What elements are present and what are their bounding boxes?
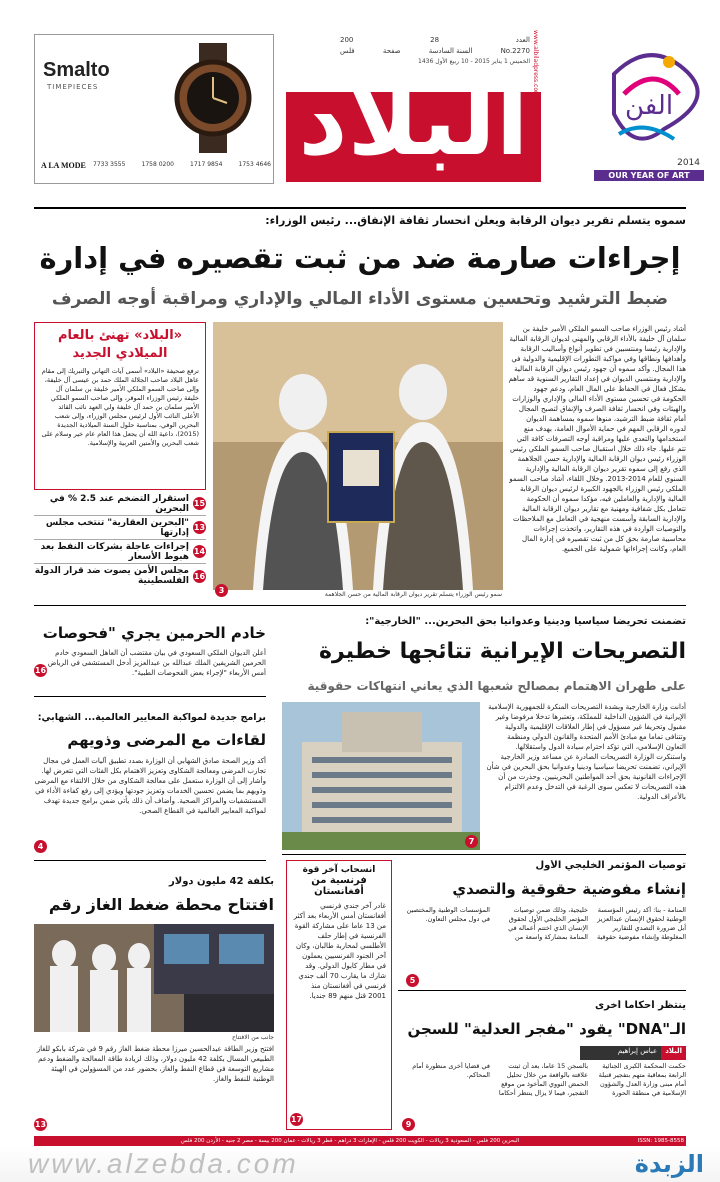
footer-logo: الزبدة — [634, 1150, 704, 1178]
complaints-kicker: برامج جديدة لمواكبة المعايير العالمية... الشهابي: — [37, 712, 266, 723]
afghan-body: غادر آخر جندي فرنسي أفغانستان أمس الأربعاء بعد أكثر من 13 عاما على مشاركة القوة الفرنسية في إطار حلف الأطلسي لمحاربة طالبان، وكان آخر الجنود الفرنسيين يعملون في مطار كابول الدولي. وقد شارك ما يقارب 70 ألف جندي فرنسي في أفغانستان منذ 2001 قتل منهم 89 جنديا. — [293, 902, 386, 1000]
brief-item[interactable] — [34, 516, 206, 540]
dna-body: حكمت المحكمة الكبرى الجنائية الرابعة بمعاقبة متهم بتفجير قنبلة أمام مبنى وزارة العدل والشؤون الإسلامية في منطقة الحورة بالسجن 15 عاما، بعد أن ثبتت علاقته بالواقعة من خلال تحليل الحمض النووي المأخوذ من موقع التفجير، فيما لا يزال ينتظر أحكاما في قضايا أخرى منظورة أمام المحاكم. — [412, 1062, 686, 1097]
dna-page: 9 — [402, 1118, 415, 1131]
gcc-page: 5 — [406, 974, 419, 987]
watch-ad[interactable] — [34, 34, 274, 184]
brief-item[interactable] — [34, 564, 206, 588]
dna-headline: الـ"DNA" يقود "مفجر العدلية" للسجن — [407, 1020, 686, 1038]
ad-sub: TIMEPIECES — [47, 83, 99, 91]
watch-icon — [163, 43, 263, 153]
lead-body: أشاد رئيس الوزراء صاحب السمو الملكي الأمير خليفة بن سلمان آل خليفة بالأداء الرقابي والمهني لديوان الرقابة المالية والإدارية رئيسا ومنتسبين في تطوير أنواع وأساليب الرقابة وأهدافها ونطاقها وفي مواكبة التطورات الإقليمية والدولية في هذا المجال. وأكد سموه أن جهود رئيس ديوان الرقابة المالية والإدارية ومنتسبي الديوان في إعداد التقارير السنوية قد ساهم بشكل فعال في الحفاظ على المال العام، ودعم جهود الحكومة في تحسين مستوى الأداء المالي والإداري والوزارات والهيئات وفي انحسار ثقافة الصرف والإنفاق لتصبح المجال أمام ثقافة ضبط الترشيد، منوها سموه بمساهمة الديوان لدوره الرقابي المهم في حماية الأموال العامة، بهدف منع استخدامها والتعدي عليها ومراقبة أوجه التصرفات كافة التي تتم عليها. جاء ذلك خلال استقبال صاحب السمو الملكي رئيس الوزراء رئيس ديوان الرقابة المالية والإدارية حسن الجلاهمة الذي رفع إلى سموه تقرير ديوان الرقابة المالية والإدارية السنوي للعام 2014-2013. وخلال اللقاء، أشاد صاحب السمو الملكي رئيس الوزراء بالجهود الكبيرة لرئيس ديوان الرقابة المالية والإدارية والعاملين فيه، مؤكدا سموه أن الحكومة تتعامل بكل شفافية ومهنية مع تقارير ديوان الرقابة المالية والإدارية السابقة وأسست منهجية في التعامل مع الملاحظات والتوصيات الواردة في هذه التقارير، واتخذت إجراءات محاسبية صارمة بحق كل من ثبت تقصيره في إدارة المال العام، وكانت إجراءاتها شمولية على الجميع. — [508, 325, 686, 553]
brief-page: 15 — [193, 499, 206, 508]
lead-headline: إجراءات صارمة ضد من ثبت تقصيره في إدارة — [39, 241, 681, 275]
greeting-title: «البلاد» تهنئ بالعام الميلادي الجديد — [57, 328, 183, 361]
price-number: 200 — [340, 36, 354, 44]
lead-caption: سمو رئيس الوزراء يتسلم تقرير ديوان الرقابة المالية من حسن الجلاهمة — [324, 591, 502, 598]
afghan-box — [286, 860, 392, 1130]
complaints-headline: لقاءات مع المرضى وذويهم — [67, 731, 266, 749]
brief-text: إجراءات عاجلة بشركات النفط بعد هبوط الأسعار — [40, 541, 189, 562]
dna-kicker: ينتظر أحكاما أخرى — [594, 1000, 686, 1011]
gcc-headline: إنشاء مفوضية حقوقية والتصدي — [452, 880, 686, 898]
afghan-headline: فرنسية من أفغانستان — [311, 875, 367, 897]
year-banner: OUR YEAR OF ART — [594, 170, 704, 181]
gas-body: افتتح وزير الطاقة عبدالحسين ميرزا محطة ضغط الغاز رقم 9 في شركة بابكو للغاز الطبيعي المسال بكلفة 42 مليون دولار، وذلك لزيادة طاقة المعالجة والضغط ودعم مشاريع التوسعة في قطاع النفط والغاز، بحضور عدد من المسؤولين في الهيئة الوطنية للنفط والغاز. — [36, 1045, 274, 1083]
ad-phone-2: 1717 9854 — [190, 161, 223, 168]
gas-photo-graphic — [34, 924, 274, 1032]
lead-page-ref: 3 — [215, 584, 228, 597]
complaints-body: أكد وزير الصحة صادق الشهابي أن الوزارة بصدد تطبيق آليات العمل في مجال تجارب المرضى ومعالجة الشكاوى وتعزيز الاهتمام بكل الفئات التي تتعرض لها. وأشار إلى أن الوزارة ستعمل على معالجة الشكاوى من خلال الالتقاء مع المرضى وذويهم بما يضمن تحسين الخدمات وتعزيز جودتها ويؤدي إلى رفع كفاءة الأداء في المستشفيات والمراكز الصحية. وأضاف أن ذلك يأتي ضمن برامج جديدة تهدف لمواكبة المعايير العالمية في القطاع الصحي. — [34, 757, 266, 815]
briefs-list — [34, 492, 206, 594]
haramain-page: 16 — [34, 666, 47, 675]
ministry-photo — [282, 702, 480, 850]
ad-phone-4: 7733 3555 — [93, 161, 126, 168]
lead-photo-graphic — [213, 322, 503, 590]
dna-byline — [580, 1046, 686, 1060]
footer-site[interactable]: www.alzebda.com — [28, 1148, 299, 1179]
gulf-headline: التصريحات الإيرانية تتائجها خطيرة — [319, 639, 686, 664]
masthead-logo-text: البلاد — [298, 65, 529, 177]
footer-issn: ISSN: 1985-8558 — [637, 1138, 684, 1144]
art-logo-graphic — [594, 34, 704, 164]
pages-label: صفحة — [382, 47, 401, 55]
art-year-logo — [594, 34, 704, 184]
gulf-subhead: على طهران الاهتمام بمصالح شعبها الذي يعاني انتهاكات حقوقية — [307, 679, 686, 693]
greeting-box — [34, 322, 206, 490]
complaints-page: 4 — [34, 840, 47, 853]
gulf-kicker: تضمنت تحريضا سياسيا ودينيا وعدوانيا بحق البحرين... "الخارجية": — [365, 616, 686, 627]
issue-label: العدد — [515, 36, 530, 44]
brief-text: مجلس الأمن يصوت ضد قرار الدولة الفلسطينية — [34, 566, 189, 586]
lead-subhead: ضبط الترشيد وتحسين مستوى الأداء المالي والإداري ومراقبة أوجه الصرف — [51, 289, 669, 309]
art-logo-text: الفن — [624, 91, 674, 121]
greeting-body: ترفع صحيفة «البلاد» أسمى آيات التهاني والتبريك إلى مقام عاهل البلاد صاحب الجلالة الملك حمد بن عيسى آل خليفة، وإلى صاحب السمو الملكي الأمير خليفة بن سلمان آل خليفة رئيس الوزراء الموقر، وإلى صاحب السمو الملكي الأمير سلمان بن حمد آل خليفة ولي العهد نائب القائد الأعلى النائب الأول لرئيس مجلس الوزراء، وإلى شعب البحرين الوفي، بمناسبة حلول السنة الميلادية الجديدة (2015)، داعية الله أن يجعل هذا العام عام خير وسلام على شعب البحرين والأمتين العربية والإسلامية. — [41, 367, 199, 447]
gas-page: 13 — [34, 1120, 47, 1129]
brief-text: "البحرين العقارية" تنتخب مجلس إدارتها — [45, 517, 189, 538]
haramain-body: أعلن الديوان الملكي السعودي في بيان مقتضب أن العاهل السعودي خادم الحرمين الشريفين الملك عبدالله بن عبدالعزيز أدخل المستشفى في الرياض أمس الأربعاء "لإجراء بعض الفحوصات الطبية". — [47, 649, 266, 677]
lead-kicker: سموه يتسلم تقرير ديوان الرقابة ويعلن انحسار ثقافة الإنفاق... رئيس الوزراء: — [265, 214, 686, 227]
ad-phone-1: 1753 4646 — [238, 161, 271, 168]
gulf-page: 7 — [465, 835, 478, 848]
issue-info — [340, 36, 530, 76]
brief-page: 14 — [193, 547, 206, 556]
haramain-headline: خادم الحرمين يجري "فحوصات — [42, 624, 266, 642]
dna-label: البلاد — [661, 1046, 686, 1060]
gcc-body: المنامة - بنا: أكد رئيس المؤسسة الوطنية لحقوق الإنسان عبدالعزيز أبل ضرورة التصدي للتقارير المغلوطة وإنشاء مفوضية حقوقية خليجية، وذلك ضمن توصيات المؤتمر الخليجي الأول لحقوق الإنسان الذي اختتم أعماله في المنامة بمشاركة واسعة من المؤسسات الوطنية والمختصين في دول مجلس التعاون. — [406, 906, 686, 941]
ad-store: A LA MODE — [41, 161, 86, 170]
dna-author: عباس إبراهيم — [580, 1046, 661, 1060]
brief-page: 16 — [193, 571, 206, 581]
footer-watermark — [0, 1146, 720, 1182]
price-label: فلس — [340, 47, 355, 55]
brief-item[interactable] — [34, 492, 206, 516]
afghan-page: 17 — [290, 1115, 303, 1124]
brief-item[interactable] — [34, 540, 206, 564]
afghan-kicker: انسحاب آخر قوة — [302, 865, 376, 875]
year-badge: 2014 — [677, 158, 700, 168]
brief-text: استقرار التضخم عند 2.5 % في البحرين — [49, 493, 189, 514]
website-vertical: www.albiladpress.com — [532, 30, 539, 97]
ad-phone-3: 1758 0200 — [141, 161, 174, 168]
year-label: السنة السادسة — [428, 47, 473, 55]
footer-price-line: البحرين 200 فلس - السعودية 3 ريالات - الكويت 200 فلس - الإمارات 3 دراهم - قطر 3 ريالات - عمان 200 بيسة - مصر 2 جنيه - الأردن 200 فلس — [180, 1138, 520, 1144]
gcc-kicker: توصيات المؤتمر الخليجي الأول — [535, 860, 686, 871]
issue-date: الخميس 1 يناير 2015 - 10 ربيع الأول 1436 — [418, 58, 530, 65]
ministry-photo-graphic — [282, 702, 480, 850]
masthead — [0, 0, 720, 210]
pages-number: 28 — [430, 36, 440, 44]
issue-number: No.2270 — [500, 47, 530, 55]
brief-page: 13 — [193, 523, 206, 532]
gulf-body: أدانت وزارة الخارجية وبشدة التصريحات المنكرة للجمهورية الإسلامية الإيرانية في الشؤون الداخلية للمملكة، وتعتبرها تدخلا مرفوضا وغير مقبول وتحريفا غير مسؤول في إطار العلاقات الإقليمية والدولية وتتنافى تماما مع مبادئ الأمم المتحدة والقانون الدولي ومنظمة التعاون الإسلامي، التي تؤكد احترام سيادة الدول واستقلالها. واستنكرت الوزارة التصريحات الصادرة عن مساعد وزير الخارجية الإيراني، تضمنت تحريضا سياسيا ودينيا وعدوانيا بحق البحرين في شأن الإجراءات القانونية بحق أحد المواطنين البحرينيين. وحذرت من أن هذه التصريحات لا تعكس سوى الرغبة في التدخل وعدم الالتزام بالأعراف الدولية. — [486, 703, 686, 801]
gas-photo — [34, 924, 274, 1032]
gas-kicker: بكلفة 42 مليون دولار — [168, 876, 274, 887]
ad-brand: Smalto — [43, 59, 110, 81]
gas-headline: افتتاح محطة ضغط الغاز رقم — [48, 895, 274, 914]
gas-caption: جانب من الافتتاح — [232, 1034, 274, 1041]
